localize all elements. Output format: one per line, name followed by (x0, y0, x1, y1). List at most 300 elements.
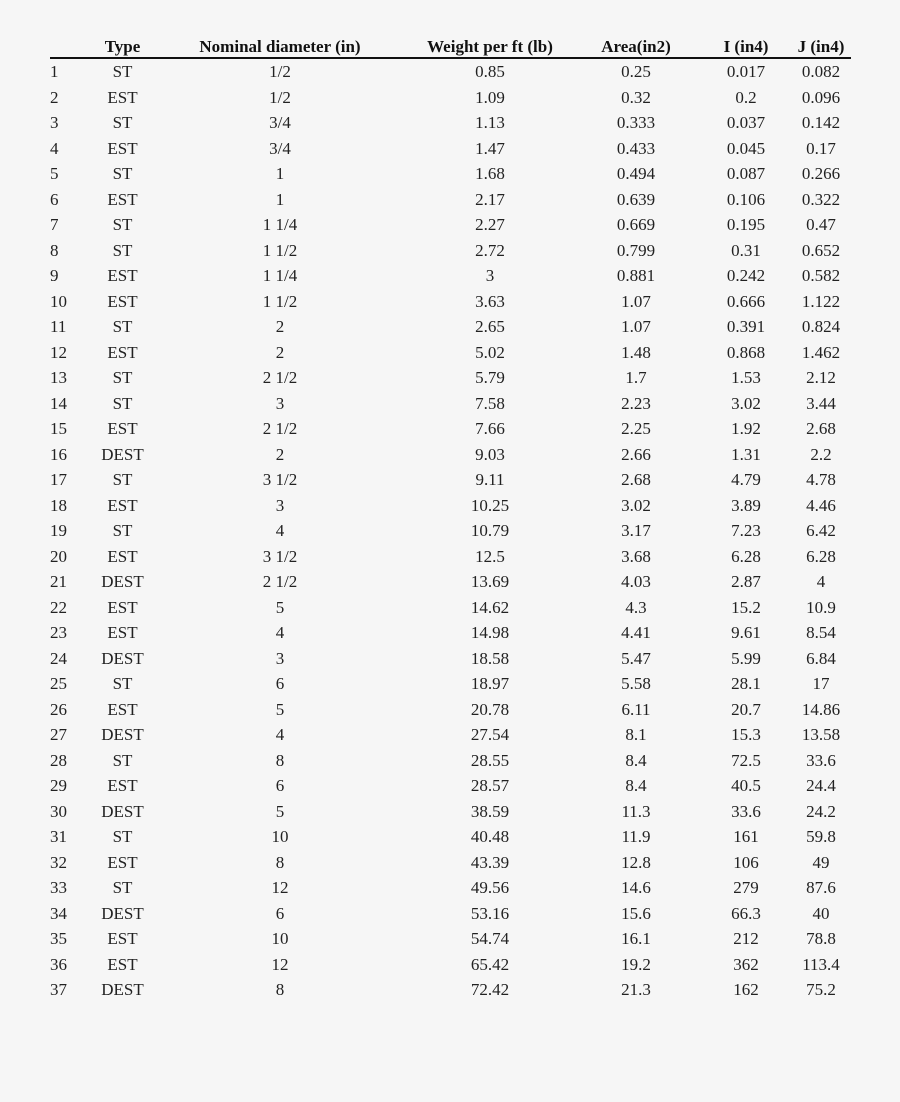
type-cell: ST (112, 368, 133, 387)
header-weight-per-ft: Weight per ft (lb) (409, 33, 571, 58)
table-row (50, 110, 851, 136)
nominal-diameter-cell: 3 1/2 (262, 546, 298, 566)
header-index (50, 33, 94, 58)
nominal-diameter-cell: 3/4 (269, 113, 291, 132)
weight-cell: 54.74 (470, 929, 510, 948)
table-row (50, 391, 851, 417)
weight-cell: 5.02 (475, 342, 505, 362)
table-body (50, 58, 851, 1003)
header-polar-moment: J (in4) (791, 33, 851, 58)
i-cell: 0.666 (726, 291, 766, 311)
table-row (50, 824, 851, 850)
area-cell: 5.47 (621, 648, 651, 668)
type-cell: ST (112, 164, 133, 183)
nominal-diameter-cell: 4 (275, 725, 285, 744)
j-cell: 75.2 (806, 980, 836, 999)
nominal-diameter-cell: 2 (275, 444, 285, 464)
nominal-diameter-cell: 2 1/2 (262, 572, 298, 591)
nominal-diameter-cell: 1 1/4 (262, 266, 298, 285)
area-cell: 15.6 (621, 903, 651, 923)
weight-cell: 12.5 (475, 546, 505, 566)
area-cell: 4.3 (625, 597, 647, 617)
weight-cell: 43.39 (470, 852, 510, 872)
area-cell: 8.4 (625, 750, 647, 770)
i-cell: 72.5 (731, 750, 761, 770)
area-cell: 0.25 (621, 62, 651, 81)
area-cell: 0.32 (621, 87, 651, 107)
row-index: 26 (50, 699, 67, 719)
i-cell: 5.99 (731, 648, 761, 668)
row-index: 27 (50, 725, 67, 744)
i-cell: 4.79 (731, 470, 761, 489)
i-cell: 0.242 (726, 266, 766, 285)
area-cell: 19.2 (621, 954, 651, 974)
i-cell: 0.868 (726, 342, 766, 362)
weight-cell: 28.57 (470, 776, 510, 795)
i-cell: 0.087 (726, 164, 766, 183)
nominal-diameter-cell: 2 (275, 342, 285, 362)
table-row (50, 493, 851, 519)
nominal-diameter-cell: 3/4 (269, 138, 291, 158)
type-cell: DEST (101, 801, 144, 821)
j-cell: 6.28 (806, 546, 836, 566)
type-cell: EST (107, 495, 138, 515)
weight-cell: 9.03 (475, 444, 505, 464)
type-cell: EST (107, 138, 138, 158)
row-index: 24 (50, 648, 67, 668)
row-index: 18 (50, 495, 67, 515)
weight-cell: 38.59 (470, 801, 510, 821)
nominal-diameter-cell: 2 1/2 (262, 368, 298, 387)
weight-cell: 9.11 (475, 470, 505, 489)
row-index: 34 (50, 903, 67, 923)
nominal-diameter-cell: 12 (271, 954, 289, 974)
area-cell: 0.433 (616, 138, 656, 158)
nominal-diameter-cell: 1 (275, 164, 285, 183)
nominal-diameter-cell: 2 (275, 317, 285, 336)
table-row (50, 569, 851, 595)
nominal-diameter-cell: 6 (275, 674, 285, 693)
area-cell: 0.881 (616, 266, 656, 285)
type-cell: EST (107, 546, 138, 566)
weight-cell: 1.13 (475, 113, 505, 132)
type-cell: ST (112, 240, 133, 260)
weight-cell: 14.98 (470, 623, 510, 642)
area-cell: 14.6 (621, 878, 651, 897)
nominal-diameter-cell: 2 1/2 (262, 419, 298, 438)
weight-cell: 20.78 (470, 699, 510, 719)
row-index: 20 (50, 546, 67, 566)
type-cell: DEST (101, 572, 144, 591)
row-index: 30 (50, 801, 67, 821)
j-cell: 1.462 (801, 342, 841, 362)
row-index: 16 (50, 444, 67, 464)
row-index: 4 (50, 138, 59, 158)
area-cell: 2.66 (621, 444, 651, 464)
weight-cell: 1.47 (475, 138, 505, 158)
row-index: 14 (50, 393, 67, 413)
weight-cell: 10.25 (470, 495, 510, 515)
nominal-diameter-cell: 3 (275, 393, 285, 413)
j-cell: 0.096 (801, 87, 841, 107)
type-cell: DEST (101, 903, 144, 923)
row-index: 1 (50, 62, 59, 81)
type-cell: DEST (101, 725, 144, 744)
i-cell: 6.28 (731, 546, 761, 566)
type-cell: EST (107, 623, 138, 642)
row-index: 29 (50, 776, 67, 795)
nominal-diameter-cell: 1/2 (269, 62, 291, 81)
table-row (50, 416, 851, 442)
nominal-diameter-cell: 1 1/4 (262, 215, 298, 234)
nominal-diameter-cell: 8 (275, 980, 285, 999)
weight-cell: 65.42 (470, 954, 510, 974)
area-cell: 2.68 (621, 470, 651, 489)
table-row (50, 58, 851, 85)
row-index: 33 (50, 878, 67, 897)
i-cell: 0.391 (726, 317, 766, 336)
type-cell: EST (107, 852, 138, 872)
i-cell: 66.3 (731, 903, 761, 923)
weight-cell: 2.17 (475, 189, 505, 209)
type-cell: EST (107, 291, 138, 311)
nominal-diameter-cell: 1 (275, 189, 285, 209)
row-index: 35 (50, 929, 67, 948)
j-cell: 0.582 (801, 266, 841, 285)
table-row (50, 722, 851, 748)
area-cell: 0.799 (616, 240, 656, 260)
table-row (50, 212, 851, 238)
row-index: 7 (50, 215, 59, 234)
i-cell: 3.02 (731, 393, 761, 413)
table-row (50, 136, 851, 162)
j-cell: 113.4 (802, 954, 840, 974)
nominal-diameter-cell: 6 (275, 903, 285, 923)
type-cell: DEST (101, 980, 144, 999)
table-row (50, 646, 851, 672)
weight-cell: 7.66 (475, 419, 505, 438)
header-nominal-diameter: Nominal diameter (in) (151, 33, 409, 58)
j-cell: 17 (812, 674, 830, 693)
i-cell: 20.7 (731, 699, 761, 719)
i-cell: 28.1 (731, 674, 761, 693)
i-cell: 9.61 (731, 623, 761, 642)
j-cell: 4.46 (806, 495, 836, 515)
table-row (50, 467, 851, 493)
area-cell: 0.639 (616, 189, 656, 209)
weight-cell: 72.42 (470, 980, 510, 999)
type-cell: EST (107, 929, 138, 948)
type-cell: EST (107, 699, 138, 719)
weight-cell: 3.63 (475, 291, 505, 311)
area-cell: 1.7 (625, 368, 647, 387)
i-cell: 0.195 (726, 215, 766, 234)
type-cell: DEST (101, 648, 144, 668)
i-cell: 1.31 (731, 444, 761, 464)
j-cell: 24.2 (806, 801, 836, 821)
area-cell: 21.3 (621, 980, 651, 999)
row-index: 11 (50, 317, 67, 336)
row-index: 5 (50, 164, 59, 183)
row-index: 2 (50, 87, 59, 107)
i-cell: 161 (733, 827, 759, 846)
nominal-diameter-cell: 5 (275, 699, 285, 719)
table-row (50, 187, 851, 213)
nominal-diameter-cell: 3 (275, 648, 285, 668)
type-cell: ST (112, 215, 133, 234)
table-row (50, 365, 851, 391)
nominal-diameter-cell: 1 1/2 (262, 240, 298, 260)
table-row (50, 442, 851, 468)
type-cell: EST (107, 419, 138, 438)
row-index: 36 (50, 954, 67, 974)
header-row (50, 33, 851, 58)
j-cell: 8.54 (806, 623, 836, 642)
area-cell: 16.1 (621, 929, 651, 948)
j-cell: 2.12 (806, 368, 836, 387)
i-cell: 40.5 (731, 776, 761, 795)
weight-cell: 53.16 (470, 903, 510, 923)
table-row (50, 314, 851, 340)
header-type: Type (94, 33, 151, 58)
nominal-diameter-cell: 5 (275, 597, 285, 617)
type-cell: EST (107, 597, 138, 617)
table-row (50, 340, 851, 366)
row-index: 10 (50, 291, 67, 311)
i-cell: 362 (733, 954, 759, 974)
type-cell: EST (107, 189, 138, 209)
j-cell: 33.6 (806, 750, 836, 770)
type-cell: EST (107, 776, 138, 795)
j-cell: 2.68 (806, 419, 836, 438)
row-index: 12 (50, 342, 67, 362)
table-row (50, 977, 851, 1003)
j-cell: 87.6 (806, 878, 836, 897)
area-cell: 12.8 (621, 852, 651, 872)
row-index: 6 (50, 189, 59, 209)
nominal-diameter-cell: 3 (275, 495, 285, 515)
weight-cell: 7.58 (475, 393, 505, 413)
weight-cell: 28.55 (470, 750, 510, 770)
table-row (50, 671, 851, 697)
i-cell: 0.106 (726, 189, 766, 209)
i-cell: 0.045 (726, 138, 766, 158)
table-row (50, 238, 851, 264)
pipe-properties-table-container (50, 33, 851, 1003)
i-cell: 1.53 (731, 368, 761, 387)
nominal-diameter-cell: 1 1/2 (262, 291, 298, 311)
j-cell: 0.266 (801, 164, 841, 183)
j-cell: 4.78 (806, 470, 836, 489)
area-cell: 6.11 (621, 699, 651, 719)
j-cell: 6.42 (806, 521, 836, 540)
j-cell: 14.86 (801, 699, 841, 719)
area-cell: 8.4 (625, 776, 647, 795)
table-row (50, 697, 851, 723)
table-row (50, 748, 851, 774)
nominal-diameter-cell: 8 (275, 852, 285, 872)
weight-cell: 1.09 (475, 87, 505, 107)
i-cell: 162 (733, 980, 759, 999)
i-cell: 0.2 (735, 87, 757, 107)
j-cell: 49 (812, 852, 830, 872)
weight-cell: 2.72 (475, 240, 505, 260)
table-row (50, 875, 851, 901)
type-cell: ST (112, 827, 133, 846)
area-cell: 1.07 (621, 291, 651, 311)
row-index: 19 (50, 521, 67, 540)
weight-cell: 27.54 (470, 725, 510, 744)
row-index: 17 (50, 470, 67, 489)
weight-cell: 5.79 (475, 368, 505, 387)
row-index: 23 (50, 623, 67, 642)
row-index: 3 (50, 113, 59, 132)
row-index: 31 (50, 827, 67, 846)
type-cell: EST (107, 342, 138, 362)
i-cell: 15.3 (731, 725, 761, 744)
j-cell: 0.47 (806, 215, 836, 234)
area-cell: 3.02 (621, 495, 651, 515)
weight-cell: 0.85 (475, 62, 505, 81)
nominal-diameter-cell: 8 (275, 750, 285, 770)
i-cell: 7.23 (731, 521, 761, 540)
nominal-diameter-cell: 10 (271, 929, 289, 948)
table-row (50, 901, 851, 927)
nominal-diameter-cell: 5 (275, 801, 285, 821)
row-index: 22 (50, 597, 67, 617)
area-cell: 2.25 (621, 419, 651, 438)
j-cell: 24.4 (806, 776, 836, 795)
nominal-diameter-cell: 10 (271, 827, 289, 846)
area-cell: 3.68 (621, 546, 651, 566)
j-cell: 3.44 (806, 393, 836, 413)
row-index: 37 (50, 980, 67, 999)
area-cell: 1.07 (621, 317, 651, 336)
weight-cell: 40.48 (470, 827, 510, 846)
area-cell: 1.48 (621, 342, 651, 362)
area-cell: 3.17 (621, 521, 651, 540)
area-cell: 5.58 (621, 674, 651, 693)
table-row (50, 850, 851, 876)
area-cell: 0.669 (616, 215, 656, 234)
row-index: 8 (50, 240, 59, 260)
j-cell: 10.9 (806, 597, 836, 617)
area-cell: 11.9 (621, 827, 651, 846)
i-cell: 212 (733, 929, 759, 948)
type-cell: EST (107, 87, 138, 107)
row-index: 21 (50, 572, 67, 591)
j-cell: 0.17 (806, 138, 836, 158)
j-cell: 0.652 (801, 240, 841, 260)
j-cell: 0.322 (801, 189, 841, 209)
type-cell: EST (107, 954, 138, 974)
table-row (50, 595, 851, 621)
area-cell: 8.1 (625, 725, 647, 744)
i-cell: 1.92 (731, 419, 761, 438)
i-cell: 3.89 (731, 495, 761, 515)
pipe-properties-table (50, 33, 851, 1003)
type-cell: ST (112, 317, 133, 336)
area-cell: 0.333 (616, 113, 656, 132)
j-cell: 0.142 (801, 113, 841, 132)
row-index: 15 (50, 419, 67, 438)
table-row (50, 544, 851, 570)
type-cell: ST (112, 521, 133, 540)
row-index: 25 (50, 674, 67, 693)
type-cell: DEST (101, 444, 144, 464)
table-row (50, 263, 851, 289)
type-cell: ST (112, 393, 133, 413)
area-cell: 0.494 (616, 164, 656, 183)
weight-cell: 14.62 (470, 597, 510, 617)
j-cell: 13.58 (801, 725, 841, 744)
nominal-diameter-cell: 6 (275, 776, 285, 795)
table-row (50, 773, 851, 799)
row-index: 28 (50, 750, 67, 770)
weight-cell: 2.65 (475, 317, 505, 336)
i-cell: 0.017 (726, 62, 766, 81)
nominal-diameter-cell: 12 (271, 878, 289, 897)
j-cell: 6.84 (806, 648, 836, 668)
i-cell: 15.2 (731, 597, 761, 617)
type-cell: ST (112, 750, 133, 770)
weight-cell: 10.79 (470, 521, 510, 540)
i-cell: 2.87 (731, 572, 761, 591)
area-cell: 11.3 (621, 801, 651, 821)
weight-cell: 1.68 (475, 164, 505, 183)
weight-cell: 18.58 (470, 648, 510, 668)
weight-cell: 18.97 (470, 674, 510, 693)
type-cell: ST (112, 674, 133, 693)
type-cell: ST (112, 113, 133, 132)
type-cell: ST (112, 878, 133, 897)
table-header (50, 33, 851, 58)
j-cell: 1.122 (801, 291, 841, 311)
weight-cell: 2.27 (475, 215, 505, 234)
area-cell: 2.23 (621, 393, 651, 413)
area-cell: 4.41 (621, 623, 651, 642)
weight-cell: 13.69 (470, 572, 510, 591)
nominal-diameter-cell: 1/2 (269, 87, 291, 107)
header-area: Area(in2) (571, 33, 701, 58)
row-index: 32 (50, 852, 67, 872)
type-cell: ST (112, 62, 133, 81)
table-row (50, 161, 851, 187)
j-cell: 0.082 (801, 62, 841, 81)
type-cell: ST (112, 470, 133, 489)
table-row (50, 85, 851, 111)
table-row (50, 926, 851, 952)
weight-cell: 49.56 (470, 878, 510, 897)
j-cell: 78.8 (806, 929, 836, 948)
header-moment-of-inertia: I (in4) (701, 33, 791, 58)
j-cell: 4 (816, 572, 826, 591)
i-cell: 279 (733, 878, 759, 897)
i-cell: 106 (733, 852, 759, 872)
i-cell: 0.037 (726, 113, 766, 132)
nominal-diameter-cell: 4 (275, 521, 285, 540)
weight-cell: 3 (485, 266, 495, 285)
table-row (50, 620, 851, 646)
j-cell: 40 (812, 903, 830, 923)
table-row (50, 952, 851, 978)
j-cell: 0.824 (801, 317, 841, 336)
j-cell: 59.8 (806, 827, 836, 846)
nominal-diameter-cell: 3 1/2 (262, 470, 298, 489)
area-cell: 4.03 (621, 572, 651, 591)
row-index: 9 (50, 266, 59, 285)
row-index: 13 (50, 368, 67, 387)
